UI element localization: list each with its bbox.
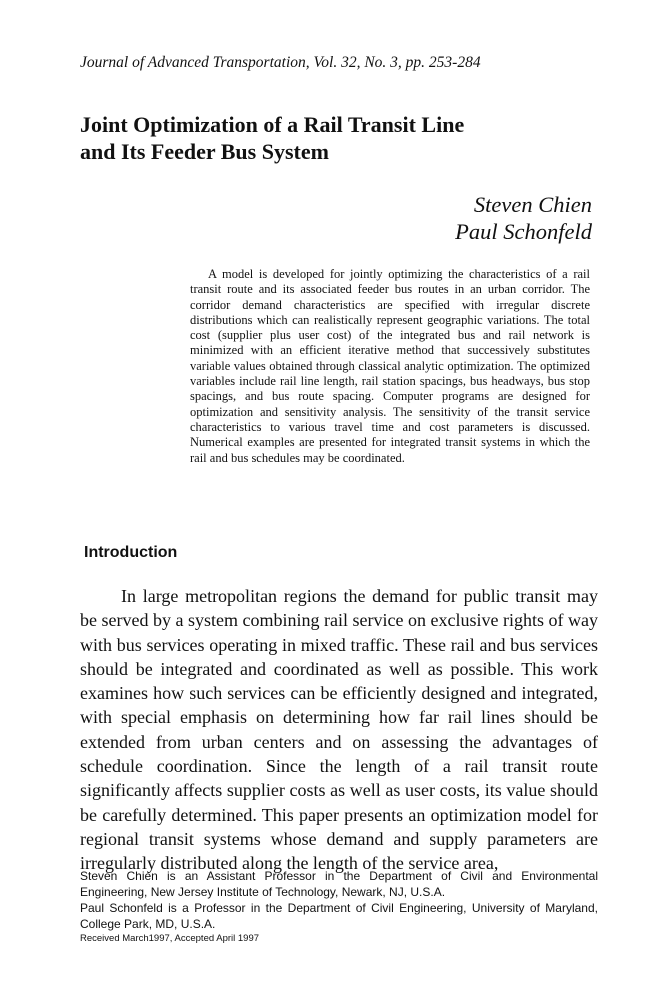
author-name: Paul Schonfeld (455, 219, 592, 244)
journal-header: Journal of Advanced Transportation, Vol. 32, No. 3, pp. 253-284 (80, 54, 481, 71)
footnote-author-affiliation: Steven Chien is an Assistant Professor in the Department of Civil and Environmental Engineering, New Jersey Institute of Technology, Newark, NJ, U.S.A. (80, 869, 598, 899)
abstract: A model is developed for jointly optimizing the characteristics of a rail transit route and its associated feeder bus routes in an urban corridor. The corridor demand characteristics are specified with irregular discrete distributions which can realistically represent geographic variations. The total cost (supplier plus user cost) of the integrated bus and rail network is minimized with an efficient iterative method that successively substitutes variable values obtained through classical analytic optimization. The optimized variables include rail line length, rail station spacings, bus headways, bus stop spacings, and bus route spacing. Computer programs are designed for optimization and sensitivity analysis. The sensitivity of the transit service characteristics to various travel time and cost parameters is discussed. Numerical examples are presented for integrated transit systems in which the rail and bus schedules may be coordinated. (190, 267, 590, 465)
paper-title (80, 111, 620, 165)
author-list (292, 191, 592, 245)
paper-title-line-2: and Its Feeder Bus System (80, 139, 329, 164)
author-name: Steven Chien (473, 192, 592, 217)
footnote-author-affiliation: Paul Schonfeld is a Professor in the Department of Civil Engineering, University of Maryland, College Park, MD, U.S.A. (80, 901, 598, 931)
body-paragraph: In large metropolitan regions the demand for public transit may be served by a system combining rail service on exclusive rights of way with bus services operating in mixed traffic. These rail and bus services should be integrated and coordinated as well as possible. This work examines how such services can be efficiently designed and integrated, with special emphasis on determining how far rail lines should be extended from urban centers and on assessing the advantages of schedule coordination. Since the length of a rail transit route significantly affects supplier costs as well as user costs, its value should be carefully determined. This paper presents an optimization model for regional transit systems whose demand and supply parameters are irregularly distributed along the length of the service area, (80, 586, 598, 874)
paper-title-line-1: Joint Optimization of a Rail Transit Line (80, 112, 465, 137)
footnotes (80, 868, 598, 945)
section-heading: Introduction (84, 544, 178, 561)
received-dates: Received March1997, Accepted April 1997 (80, 933, 260, 944)
